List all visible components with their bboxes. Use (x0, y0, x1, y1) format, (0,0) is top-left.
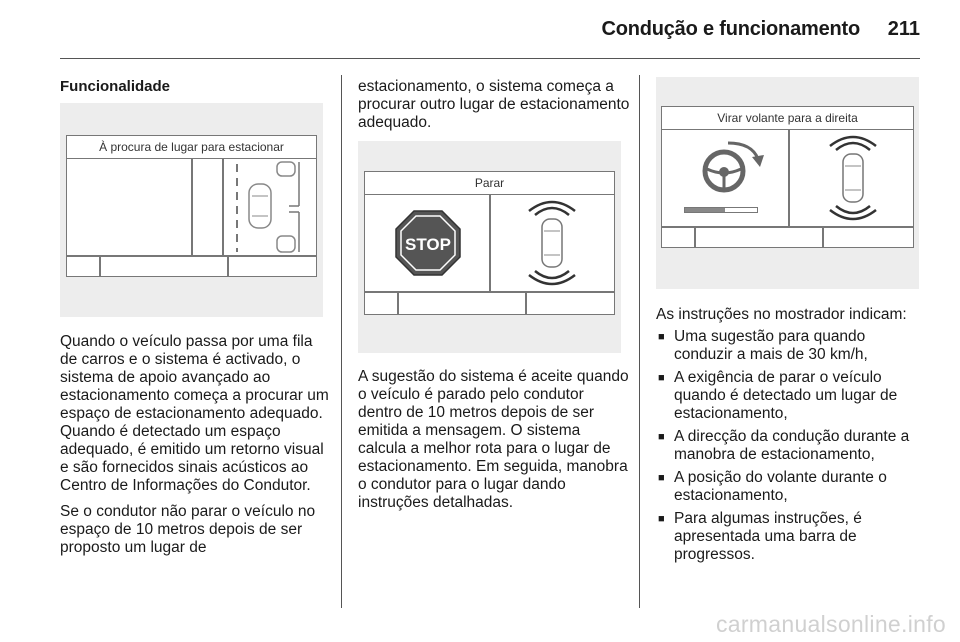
steering-wheel-icon (682, 137, 778, 197)
bullet-icon: ■ (658, 331, 665, 343)
page-header-title: Condução e funcionamento (601, 18, 860, 40)
list-item: ■ A direcção da condução durante a manobra de estacionamento, (658, 428, 910, 463)
list-item: ■ A posição do volante durante o estacionamento, (658, 469, 887, 504)
list-item: ■ Uma sugestão para quando conduzir a mais de 30 km/h, (658, 328, 868, 363)
bullet-icon: ■ (658, 431, 665, 443)
parking-space-graphic (227, 160, 313, 254)
bullet-icon: ■ (658, 472, 665, 484)
paragraph: estacionamento, o sistema começa a procurar outro lugar de estacionamento adequado. (358, 78, 630, 131)
instructions-intro: As instruções no mostrador indicam: (656, 306, 907, 323)
column-divider-1 (341, 75, 342, 608)
figure-steer-right (656, 77, 919, 289)
column-divider-2 (639, 75, 640, 608)
figure-stop (358, 141, 621, 353)
figure-parking-search (60, 103, 323, 317)
column-1-body (60, 333, 333, 565)
bullet-icon: ■ (658, 372, 665, 384)
column-2-body (358, 368, 631, 520)
car-sensors-icon (515, 199, 589, 287)
display-title: Virar volante para a direita (662, 107, 913, 130)
display-screen (661, 106, 914, 248)
display-screen (66, 135, 317, 277)
progress-bar-fill (685, 208, 725, 212)
instruction-list (656, 328, 928, 564)
display-screen (364, 171, 615, 315)
header-divider (60, 58, 920, 59)
paragraph: A sugestão do sistema é aceite quando o veículo é parado pelo condutor dentro de 10 metros depois de ser emitida a mensagem. O sistema calcula a melhor rota para o lugar de estacionamento. Em seguida, manobra o condutor para o lugar dando instruções detalhadas. (358, 368, 629, 511)
watermark: carmanualsonline.info (715, 611, 946, 637)
display-title: À procura de lugar para estacionar (67, 136, 316, 159)
section-heading: Funcionalidade (60, 78, 171, 95)
car-sensors-icon (816, 134, 890, 222)
stop-sign-icon (393, 208, 463, 278)
progress-bar (684, 207, 758, 213)
display-title: Parar (365, 172, 614, 195)
list-item: ■ Para algumas instruções, é apresentada uma barra de progressos. (658, 510, 862, 563)
column-2-top (358, 78, 630, 140)
paragraph: Quando o veículo passa por uma fila de carros e o sistema é activado, o sistema de apoio avançado ao estacionamento começa a procurar um espaço de estacionamento adequado. Quando é detectado um espaço adequado, é emitido um retorno visual e são fornecidos sinais acústicos ao Centro de Informações do Condutor. (60, 333, 329, 494)
column-3-body (656, 306, 928, 569)
list-item: ■ A exigência de parar o veículo quando é detectado um lugar de estacionamento, (658, 369, 898, 422)
bullet-icon: ■ (658, 513, 665, 525)
paragraph: Se o condutor não parar o veículo no espaço de 10 metros depois de ser proposto um lugar de (60, 503, 316, 556)
svg-text:STOP: STOP (405, 235, 451, 254)
page-number: 211 (887, 18, 920, 40)
